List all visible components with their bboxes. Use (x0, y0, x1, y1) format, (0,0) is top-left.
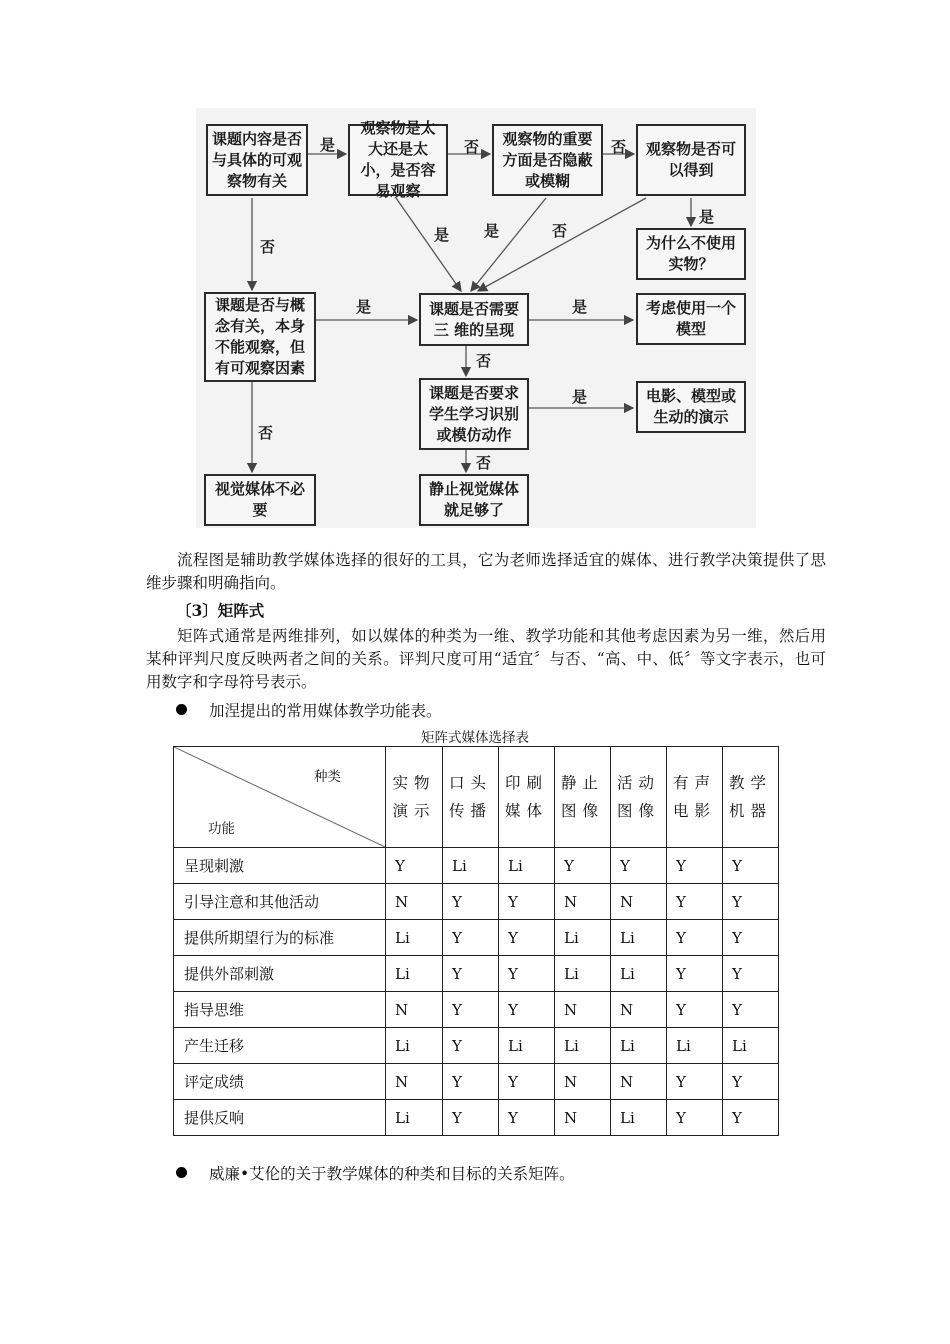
flow-label-no: 否 (258, 424, 274, 442)
bullet-dot-icon (176, 1167, 187, 1178)
table-row (174, 884, 779, 920)
column-header: 教学 机器 (723, 747, 779, 848)
table-cell: N (611, 1064, 667, 1100)
table-row (174, 848, 779, 884)
table-cell: Y (667, 956, 723, 992)
bullet-gagne-table (176, 699, 442, 721)
row-label: 提供外部刺激 (174, 956, 386, 992)
flow-label-no: 否 (464, 138, 480, 156)
table-cell: N (386, 1064, 443, 1100)
table-cell: Y (499, 1100, 555, 1136)
table-cell: Li (611, 956, 667, 992)
table-cell: Y (723, 1064, 779, 1100)
table-cell: Li (611, 1028, 667, 1064)
flow-label-yes: 是 (356, 298, 372, 316)
table-row (174, 1028, 779, 1064)
table-cell: N (555, 884, 611, 920)
table-cell: N (555, 992, 611, 1028)
table-cell: Li (611, 1100, 667, 1136)
media-selection-table (173, 746, 779, 1136)
flow-box-film-demo: 电影、模型或生动的演示 (636, 381, 746, 433)
section-heading-matrix: 〔3〕矩阵式 (176, 601, 265, 620)
paragraph-flowchart-summary: 流程图是辅助教学媒体选择的很好的工具，它为老师选择适宜的媒体、进行教学决策提供了思维步骤和明确指向。 (146, 551, 826, 592)
flow-label-yes: 是 (484, 222, 500, 240)
flow-box-content-related: 课题内容是否与具体的可观察物有关 (206, 124, 308, 196)
table-cell: Y (667, 992, 723, 1028)
flow-box-motion-learning: 课题是否要求学生学习识别或模仿动作 (419, 378, 529, 450)
flow-box-hidden-aspects: 观察物的重要方面是否隐蔽或模糊 (492, 124, 603, 196)
table-cell: Li (386, 1100, 443, 1136)
flow-label-yes: 是 (434, 226, 450, 244)
row-label: 呈现刺激 (174, 848, 386, 884)
bullet-dot-icon (176, 704, 187, 715)
table-cell: Li (555, 920, 611, 956)
flow-box-why-not-real: 为什么不使用实物？ (636, 228, 746, 280)
column-header: 有声 电影 (667, 747, 723, 848)
table-cell: Y (723, 848, 779, 884)
bullet-allen-matrix (176, 1162, 575, 1184)
table-corner-cell (174, 747, 386, 848)
table-caption: 矩阵式媒体选择表 (421, 730, 529, 746)
paragraph-matrix-description: 矩阵式通常是两维排列，如以媒体的种类为一维、教学功能和其他考虑因素为另一维，然后用某种评判尺度反映两者之间的关系。评判尺度可用“适宜〞与否、“高、中、低〞等文字表示，也可用数字和字母符号表示。 (146, 627, 826, 691)
column-header: 实物 演示 (386, 747, 443, 848)
table-cell: Y (667, 848, 723, 884)
table-cell: Y (723, 1100, 779, 1136)
flowchart-figure (196, 108, 756, 528)
flow-label-no: 否 (552, 222, 568, 240)
flow-label-no: 否 (260, 238, 276, 256)
table-cell: Y (667, 1100, 723, 1136)
table-cell: Y (443, 1100, 499, 1136)
table-cell: Y (499, 920, 555, 956)
flow-box-still-visual: 静止视觉媒体就足够了 (419, 474, 529, 526)
table-cell: Y (443, 1064, 499, 1100)
table-cell: Li (443, 848, 499, 884)
table-cell: N (386, 884, 443, 920)
table-cell: Li (555, 956, 611, 992)
row-label: 提供反响 (174, 1100, 386, 1136)
table-cell: Li (499, 1028, 555, 1064)
flow-label-yes: 是 (699, 208, 715, 226)
table-cell: Y (723, 992, 779, 1028)
table-cell: Y (667, 884, 723, 920)
table-header-row (174, 747, 779, 848)
table-cell: Y (386, 848, 443, 884)
table-row (174, 1064, 779, 1100)
column-header: 静止 图像 (555, 747, 611, 848)
table-cell: Y (611, 848, 667, 884)
table-cell: Y (667, 920, 723, 956)
table-cell: Li (555, 1028, 611, 1064)
flow-label-no: 否 (476, 454, 492, 472)
table-cell: Y (555, 848, 611, 884)
table-cell: N (386, 992, 443, 1028)
table-row (174, 956, 779, 992)
table-cell: Y (667, 1064, 723, 1100)
table-cell: N (555, 1064, 611, 1100)
bullet-text: 威廉•艾伦的关于教学媒体的种类和目标的关系矩阵。 (209, 1165, 575, 1183)
corner-label-function: 功能 (208, 821, 235, 837)
table-cell: Y (723, 884, 779, 920)
flow-box-use-model: 考虑使用一个模型 (636, 293, 746, 345)
table-row (174, 920, 779, 956)
table-cell: Li (667, 1028, 723, 1064)
flow-box-concept-related: 课题是否与概念有关，本身不能观察，但有可观察因素 (204, 292, 316, 382)
table-cell: Y (499, 884, 555, 920)
bullet-text: 加涅提出的常用媒体教学功能表。 (209, 702, 442, 720)
table-body (174, 848, 779, 1136)
table-row (174, 992, 779, 1028)
corner-label-type: 种类 (314, 769, 341, 785)
table-cell: Li (386, 956, 443, 992)
table-cell: Y (443, 1028, 499, 1064)
table-cell: Y (499, 992, 555, 1028)
row-label: 产生迁移 (174, 1028, 386, 1064)
flow-box-3d-needed: 课题是否需要三 维的呈现 (419, 293, 529, 346)
table-cell: Li (386, 920, 443, 956)
row-label: 评定成绩 (174, 1064, 386, 1100)
table-cell: Li (499, 848, 555, 884)
flow-box-obtainable: 观察物是否可以得到 (636, 124, 746, 196)
table-cell: Y (443, 956, 499, 992)
flow-label-yes: 是 (320, 136, 336, 154)
table-cell: Li (611, 920, 667, 956)
column-header: 印刷 媒体 (499, 747, 555, 848)
table-cell: Y (499, 1064, 555, 1100)
table-cell: Y (723, 920, 779, 956)
row-label: 引导注意和其他活动 (174, 884, 386, 920)
flow-label-yes: 是 (572, 388, 588, 406)
table-cell: Y (499, 956, 555, 992)
row-label: 指导思维 (174, 992, 386, 1028)
flow-box-size-observable: 观察物是太大还是太小，是否容易观察 (348, 124, 448, 196)
table-row (174, 1100, 779, 1136)
column-header: 口头 传播 (443, 747, 499, 848)
table-cell: Y (443, 992, 499, 1028)
corner-diagonal (174, 747, 385, 847)
table-cell: Y (723, 956, 779, 992)
flow-label-no: 否 (476, 352, 492, 370)
table-cell: Y (443, 920, 499, 956)
row-label: 提供所期望行为的标准 (174, 920, 386, 956)
table-cell: N (611, 992, 667, 1028)
table-cell: Y (443, 884, 499, 920)
table-cell: N (611, 884, 667, 920)
table-cell: Li (386, 1028, 443, 1064)
column-header: 活动 图像 (611, 747, 667, 848)
table-cell: Li (723, 1028, 779, 1064)
table-cell: N (555, 1100, 611, 1136)
flow-label-yes: 是 (572, 298, 588, 316)
flow-box-visual-unnecessary: 视觉媒体不必要 (204, 474, 316, 526)
flow-label-no: 否 (611, 138, 627, 156)
